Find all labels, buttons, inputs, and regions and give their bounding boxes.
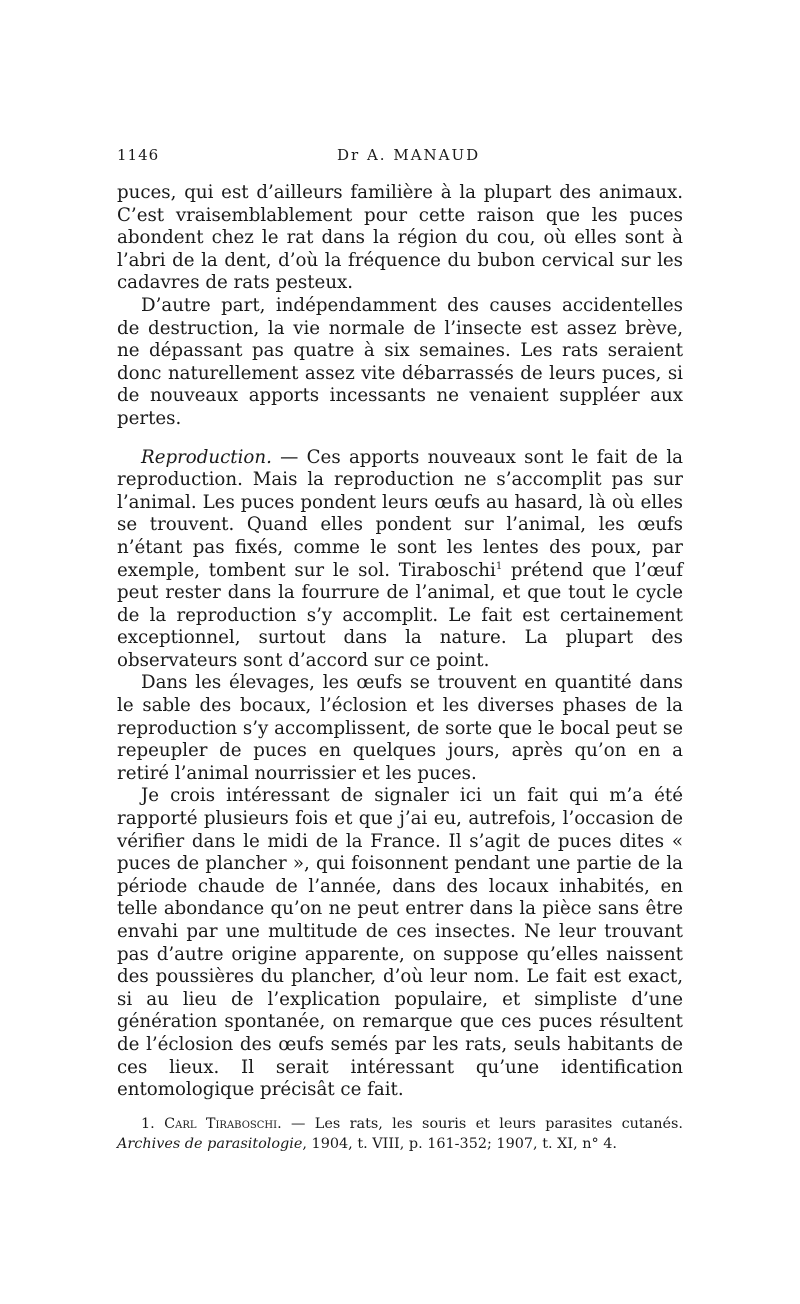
running-head: Dr A. MANAUD	[337, 146, 481, 164]
footnote-citation: , 1904, t. VIII, p. 161-352; 1907, t. XI, n° 4.	[302, 1136, 617, 1152]
paragraph-5: Je crois intéressant de signaler ici un fait qui m’a été rapporté plusieurs fois et que j’ai eu, autrefois, l’occasion de vérifier dans le midi de la France. Il s’agit de puces dites « puces de plancher », qui foisonnent pendant une partie de la période chaude de l’année, dans des locaux inhabités, en telle abondance qu’on ne peut entrer dans la pièce sans être envahi par une multitude de ces insectes. Ne leur trouvant pas d’autre origine apparente, on suppose qu’elles naissent des poussières du plancher, d’où leur nom. Le fait est exact, si au lieu de l’explication populaire, et simpliste d’une génération spontanée, on remarque que ces puces résultent de l’éclosion des œufs semés par les rats, seuls habitants de ces lieux. Il serait intéressant qu’une identification entomologique précisât ce fait.	[117, 785, 683, 1101]
footnote	[117, 1114, 683, 1154]
footnote-journal: Archives de parasitologie	[117, 1136, 303, 1152]
footnote-reference: 1	[495, 560, 503, 572]
paragraph-3-part-1: — Ces apports nouveaux sont le fait de la reproduction. Mais la reproduction ne s’accomplit pas sur l’animal. Les puces pondent leurs œufs au hasard, là où elles se trouvent. Quand elles pondent sur l’animal, les œufs n’étant pas fixés, comme le sont les lentes des poux, par exemple, tombent sur le sol. Tiraboschi	[117, 446, 683, 581]
footnote-author: Carl Tiraboschi.	[164, 1116, 282, 1132]
footnote-title: — Les rats, les souris et leurs parasites cutanés.	[281, 1116, 684, 1132]
paragraph-4: Dans les élevages, les œufs se trouvent en quantité dans le sable des bocaux, l’éclosion et les diverses phases de la reproduction s’y accomplissent, de sorte que le bocal peut se repeupler de puces en quelques jours, après qu’on en a retiré l’animal nourrissier et les puces.	[117, 672, 683, 784]
page-header	[117, 146, 683, 166]
paragraph-2: D’autre part, indépendamment des causes accidentelles de destruction, la vie normale de l’insecte est assez brève, ne dépassant pas quatre à six semaines. Les rats seraient donc naturellement assez vite débarrassés de leurs puces, si de nouveaux apports incessants ne venaient suppléer aux pertes.	[117, 294, 683, 429]
paragraph-3-part-2: prétend que l’œuf peut rester dans la fourrure de l’animal, et que tout le cycle de la reproduction s’y accomplit. Le fait est certainement exceptionnel, surtout dans la nature. La plupart des observateurs sont d’accord sur ce point.	[117, 559, 683, 671]
footnote-number: 1.	[141, 1116, 155, 1132]
page-number: 1146	[117, 146, 160, 164]
body-text	[117, 182, 683, 1102]
section-title: Reproduction.	[141, 446, 272, 468]
paragraph-1: puces, qui est d’ailleurs familière à la plupart des animaux. C’est vraisemblablement pour cette raison que les puces abondent chez le rat dans la région du cou, où elles sont à l’abri de la dent, d’où la fréquence du bubon cervical sur les cadavres de rats pesteux.	[117, 182, 683, 294]
paragraph-reproduction	[117, 447, 683, 673]
